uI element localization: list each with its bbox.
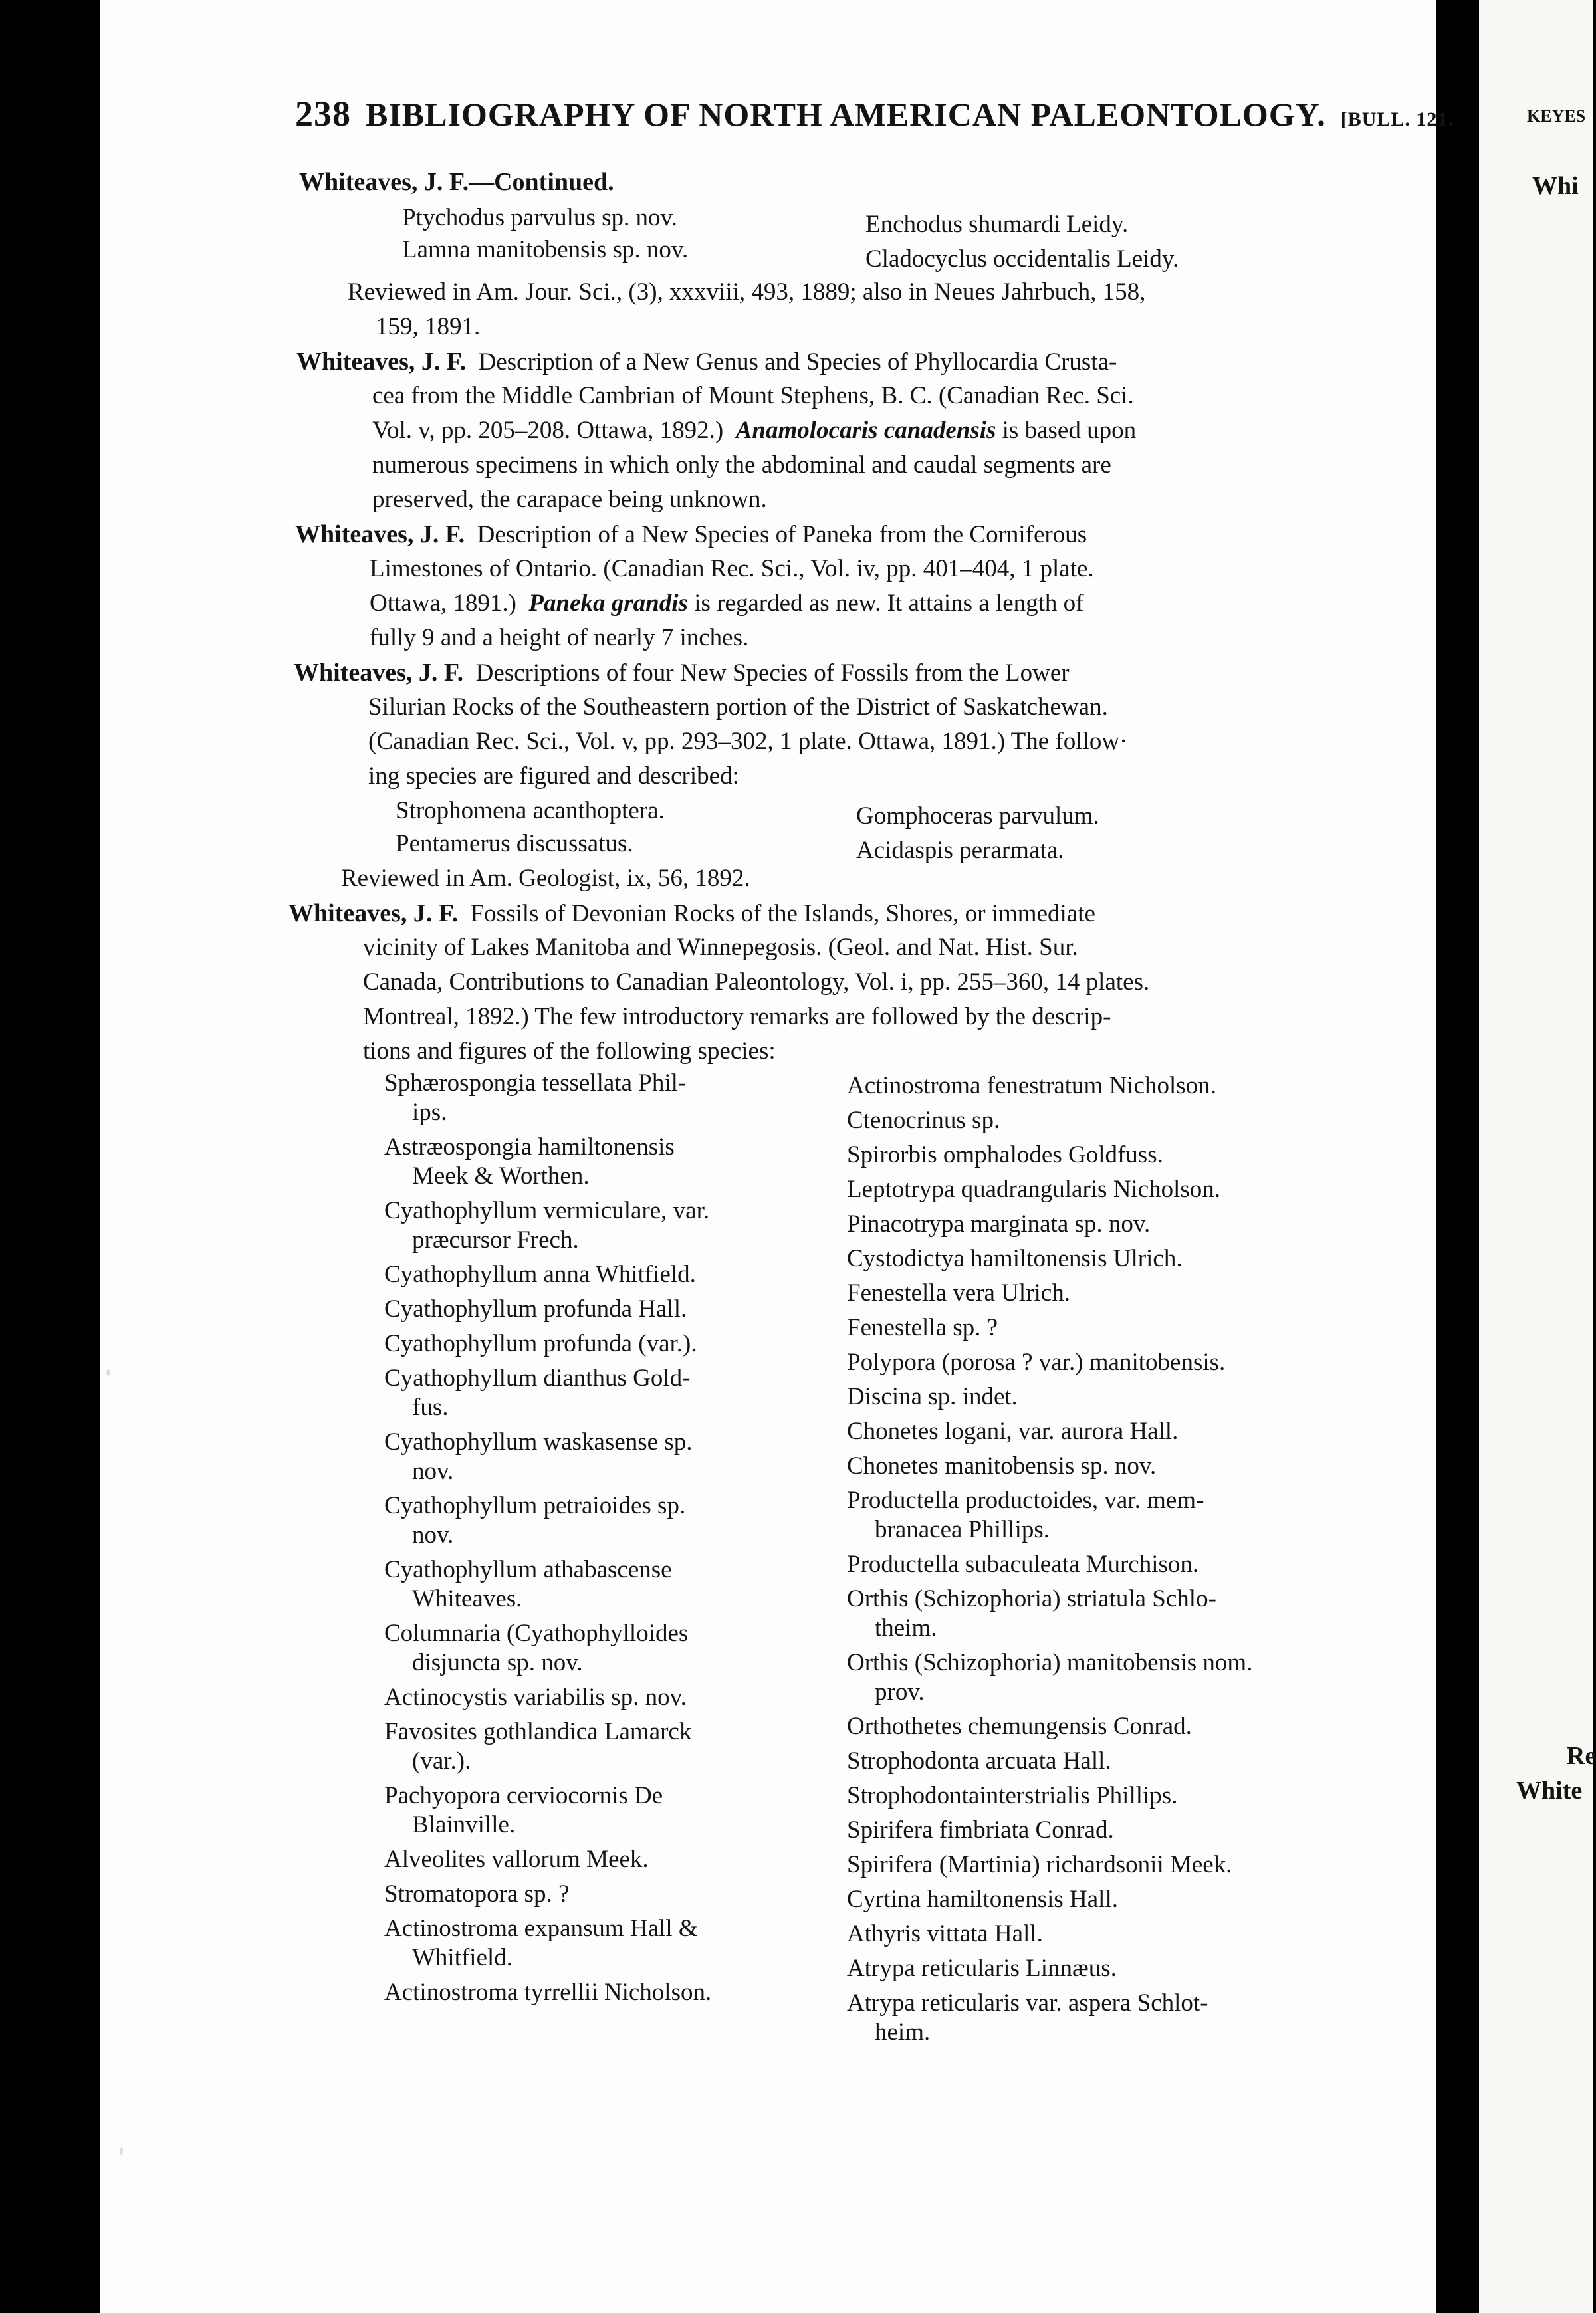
species-item xyxy=(384,1364,816,1422)
bulletin-number: [BULL. 121. xyxy=(1340,108,1454,130)
species-item xyxy=(847,1175,1359,1204)
species-item xyxy=(847,1417,1359,1446)
species-name: Discina sp. indet. xyxy=(847,1383,1018,1410)
entry-first-line: Whiteaves, J. F. Description of a New Species of Paneka from the Corniferous xyxy=(295,520,1087,548)
species-item xyxy=(384,1914,816,1973)
species-item xyxy=(847,1382,1359,1412)
species-name-continuation: præcursor Frech. xyxy=(412,1226,579,1254)
species-name: Cyathophyllum profunda Hall. xyxy=(384,1295,687,1323)
entry-line: Canada, Contributions to Canadian Paleontology, Vol. i, pp. 255–360, 14 plates. xyxy=(363,968,1150,996)
species-item xyxy=(384,1295,816,1324)
species-item xyxy=(384,1069,816,1127)
species-name-continuation: ips. xyxy=(412,1099,447,1126)
species-name: Alveolites vallorum Meek. xyxy=(384,1846,649,1873)
review-line: Reviewed in Am. Jour. Sci., (3), xxxviii, 493, 1889; also in Neues Jahrbuch, 158, xyxy=(348,278,1146,306)
entry-line: preserved, the carapace being unknown. xyxy=(372,486,767,513)
species-name-continuation: fus. xyxy=(412,1394,449,1421)
species-item xyxy=(847,1920,1359,1949)
species-name: Orthis (Schizophoria) striatula Schlo- xyxy=(847,1585,1216,1612)
species-name-continuation: (var.). xyxy=(412,1747,471,1775)
entry-line: Ottawa, 1891.) Paneka grandis is regarded as new. It attains a length of xyxy=(370,590,1084,617)
species-name-continuation: theim. xyxy=(875,1614,937,1642)
page-number: 238 xyxy=(295,94,351,134)
species-list-right xyxy=(847,1071,1359,2052)
species-item xyxy=(847,1850,1359,1880)
species-name-continuation: disjuncta sp. nov. xyxy=(412,1649,583,1676)
author-name: Whiteaves, J. F. xyxy=(296,348,467,376)
entry-line: ing species are figured and described: xyxy=(368,762,739,790)
species-name: Polypora (porosa ? var.) manitobensis. xyxy=(847,1349,1226,1376)
species-item xyxy=(847,1313,1359,1343)
species-name: Chonetes logani, var. aurora Hall. xyxy=(847,1418,1179,1445)
species-name-continuation: Meek & Worthen. xyxy=(412,1162,590,1190)
entry-line: Montreal, 1892.) The few introductory remarks are followed by the descrip- xyxy=(363,1003,1111,1030)
species-item xyxy=(384,1717,816,1776)
entry-first-line: Whiteaves, J. F. Descriptions of four New Species of Fossils from the Lower xyxy=(294,659,1070,687)
continued-heading xyxy=(299,167,614,197)
facing-text-fragment: Whi xyxy=(1532,172,1579,200)
entry-line: vicinity of Lakes Manitoba and Winnepegosis. (Geol. and Nat. Hist. Sur. xyxy=(363,934,1078,961)
species-item xyxy=(384,1196,816,1255)
entry-first-line: Whiteaves, J. F. Fossils of Devonian Rocks of the Islands, Shores, or immediate xyxy=(288,899,1095,927)
species-item: Cladocyclus occidentalis Leidy. xyxy=(865,245,1179,273)
species-item xyxy=(847,1348,1359,1377)
species-name: Athyris vittata Hall. xyxy=(847,1920,1043,1947)
species-item xyxy=(384,1260,816,1289)
species-item: Acidaspis perarmata. xyxy=(856,837,1064,864)
species-name: Cyrtina hamiltonensis Hall. xyxy=(847,1886,1118,1913)
entry-line: Vol. v, pp. 205–208. Ottawa, 1892.) Anamolocaris canadensis is based upon xyxy=(372,417,1137,444)
facing-page-edge xyxy=(1479,0,1596,2313)
species-item xyxy=(384,1845,816,1874)
species-name: Spirorbis omphalodes Goldfuss. xyxy=(847,1141,1163,1168)
review-line: Reviewed in Am. Geologist, ix, 56, 1892. xyxy=(341,865,750,892)
species-name: Cyathophyllum dianthus Gold- xyxy=(384,1365,691,1392)
species-name: Strophodonta arcuata Hall. xyxy=(847,1747,1111,1775)
species-item xyxy=(384,1683,816,1712)
species-name: Cystodictya hamiltonensis Ulrich. xyxy=(847,1245,1183,1272)
species-name: Pachyopora cerviocornis De xyxy=(384,1782,663,1809)
species-name: Actinostroma tyrrellii Nicholson. xyxy=(384,1979,712,2006)
entry-line: (Canadian Rec. Sci., Vol. v, pp. 293–302, 1 plate. Ottawa, 1891.) The follow· xyxy=(368,728,1128,755)
continued-suffix: —Continued. xyxy=(469,168,614,196)
species-name: Atrypa reticularis var. aspera Schlot- xyxy=(847,1989,1208,2017)
species-name: Cyathophyllum anna Whitfield. xyxy=(384,1261,696,1288)
species-name-continuation: prov. xyxy=(875,1678,925,1706)
entry-line: fully 9 and a height of nearly 7 inches. xyxy=(370,624,749,651)
species-name: Cyathophyllum profunda (var.). xyxy=(384,1330,697,1357)
species-name: Cyathophyllum waskasense sp. xyxy=(384,1428,693,1456)
page-header xyxy=(295,93,1454,134)
running-title: BIBLIOGRAPHY OF NORTH AMERICAN PALEONTOLOGY. xyxy=(366,96,1326,133)
species-name: Orthis (Schizophoria) manitobensis nom. xyxy=(847,1649,1253,1676)
species-name: Cyathophyllum vermiculare, var. xyxy=(384,1197,710,1224)
italic-species-name: Paneka grandis xyxy=(528,590,688,617)
species-name: Fenestella sp. ? xyxy=(847,1314,998,1341)
ink-speck xyxy=(106,1369,110,1376)
species-name-continuation: heim. xyxy=(875,2019,931,2046)
species-item xyxy=(847,1712,1359,1741)
entry-line: tions and figures of the following species: xyxy=(363,1038,776,1065)
entry-line: Silurian Rocks of the Southeastern portion of the District of Saskatchewan. xyxy=(368,693,1108,720)
species-name: Sphærospongia tessellata Phil- xyxy=(384,1069,687,1097)
species-item xyxy=(847,1585,1359,1643)
species-item xyxy=(847,1648,1359,1707)
species-item xyxy=(847,1452,1359,1481)
species-name: Actinostroma fenestratum Nicholson. xyxy=(847,1072,1216,1099)
species-name-continuation: branacea Phillips. xyxy=(875,1516,1050,1543)
species-item xyxy=(384,1133,816,1191)
species-list-left xyxy=(384,1069,816,2013)
entry-first-line: Whiteaves, J. F. Description of a New Genus and Species of Phyllocardia Crusta- xyxy=(296,348,1117,376)
species-name: Stromatopora sp. ? xyxy=(384,1880,570,1908)
species-name: Fenestella vera Ulrich. xyxy=(847,1279,1070,1307)
species-item: Lamna manitobensis sp. nov. xyxy=(402,236,689,263)
species-item: Strophomena acanthoptera. xyxy=(396,797,665,824)
species-item xyxy=(847,1279,1359,1308)
species-item xyxy=(847,1486,1359,1545)
species-name-continuation: nov. xyxy=(412,1458,454,1485)
facing-text-fragment: White xyxy=(1516,1777,1583,1805)
species-name: Cyathophyllum petraioides sp. xyxy=(384,1492,686,1519)
species-item xyxy=(847,1141,1359,1170)
species-item: Gomphoceras parvulum. xyxy=(856,802,1099,829)
species-name: Spirifera (Martinia) richardsonii Meek. xyxy=(847,1851,1232,1878)
species-item xyxy=(384,1555,816,1614)
species-name: Columnaria (Cyathophylloides xyxy=(384,1620,689,1647)
species-item xyxy=(384,1880,816,1909)
species-item xyxy=(384,1329,816,1359)
species-name: Orthothetes chemungensis Conrad. xyxy=(847,1713,1192,1740)
species-item xyxy=(384,1491,816,1550)
author-name: Whiteaves, J. F. xyxy=(295,520,465,548)
species-item xyxy=(384,1619,816,1678)
species-name: Leptotrypa quadrangularis Nicholson. xyxy=(847,1176,1221,1203)
author-name: Whiteaves, J. F. xyxy=(288,899,459,927)
entry-line: numerous specimens in which only the abdominal and caudal segments are xyxy=(372,451,1111,479)
species-name: Actinostroma expansum Hall & xyxy=(384,1915,698,1942)
species-name: Strophodontainterstrialis Phillips. xyxy=(847,1782,1178,1809)
species-item xyxy=(847,1885,1359,1914)
species-name-continuation: Blainville. xyxy=(412,1811,516,1838)
species-name: Favosites gothlandica Lamarck xyxy=(384,1718,692,1745)
species-name-continuation: nov. xyxy=(412,1521,454,1549)
species-item xyxy=(847,1550,1359,1579)
species-name: Pinacotrypa marginata sp. nov. xyxy=(847,1210,1151,1238)
facing-text-fragment: Re xyxy=(1567,1742,1596,1770)
species-item xyxy=(847,1816,1359,1845)
species-item: Ptychodus parvulus sp. nov. xyxy=(402,204,677,231)
species-item: Enchodus shumardi Leidy. xyxy=(865,211,1129,238)
species-name: Actinocystis variabilis sp. nov. xyxy=(384,1684,687,1711)
species-item xyxy=(847,1244,1359,1273)
species-item xyxy=(847,1106,1359,1135)
species-item: Pentamerus discussatus. xyxy=(396,830,633,857)
species-name: Productella productoides, var. mem- xyxy=(847,1487,1204,1514)
species-name: Astræospongia hamiltonensis xyxy=(384,1133,675,1160)
species-name: Atrypa reticularis Linnæus. xyxy=(847,1955,1117,1982)
entry-line: Limestones of Ontario. (Canadian Rec. Sci., Vol. iv, pp. 401–404, 1 plate. xyxy=(370,555,1094,582)
author-name: Whiteaves, J. F. xyxy=(294,659,464,687)
species-name: Spirifera fimbriata Conrad. xyxy=(847,1817,1114,1844)
species-item xyxy=(847,1989,1359,2047)
author-name: Whiteaves, J. F. xyxy=(299,168,469,196)
review-line: 159, 1891. xyxy=(376,313,481,340)
species-name-continuation: Whitfield. xyxy=(412,1944,513,1971)
left-page xyxy=(100,0,1454,2313)
species-item xyxy=(384,1978,816,2007)
species-item xyxy=(847,1781,1359,1811)
species-name-continuation: Whiteaves. xyxy=(412,1585,522,1612)
species-name: Cyathophyllum athabascense xyxy=(384,1556,672,1583)
species-name: Ctenocrinus sp. xyxy=(847,1107,1000,1134)
species-item xyxy=(384,1781,816,1840)
ink-speck xyxy=(120,2147,123,2155)
species-item xyxy=(847,1210,1359,1239)
species-name: Productella subaculeata Murchison. xyxy=(847,1551,1199,1578)
species-item xyxy=(847,1747,1359,1776)
species-name: Chonetes manitobensis sp. nov. xyxy=(847,1452,1157,1480)
facing-header-fragment: KEYES xyxy=(1527,106,1586,126)
italic-species-name: Anamolocaris canadensis xyxy=(735,417,996,444)
entry-line: cea from the Middle Cambrian of Mount Stephens, B. C. (Canadian Rec. Sci. xyxy=(372,382,1134,409)
species-item xyxy=(384,1428,816,1486)
species-item xyxy=(847,1071,1359,1101)
species-item xyxy=(847,1954,1359,1983)
